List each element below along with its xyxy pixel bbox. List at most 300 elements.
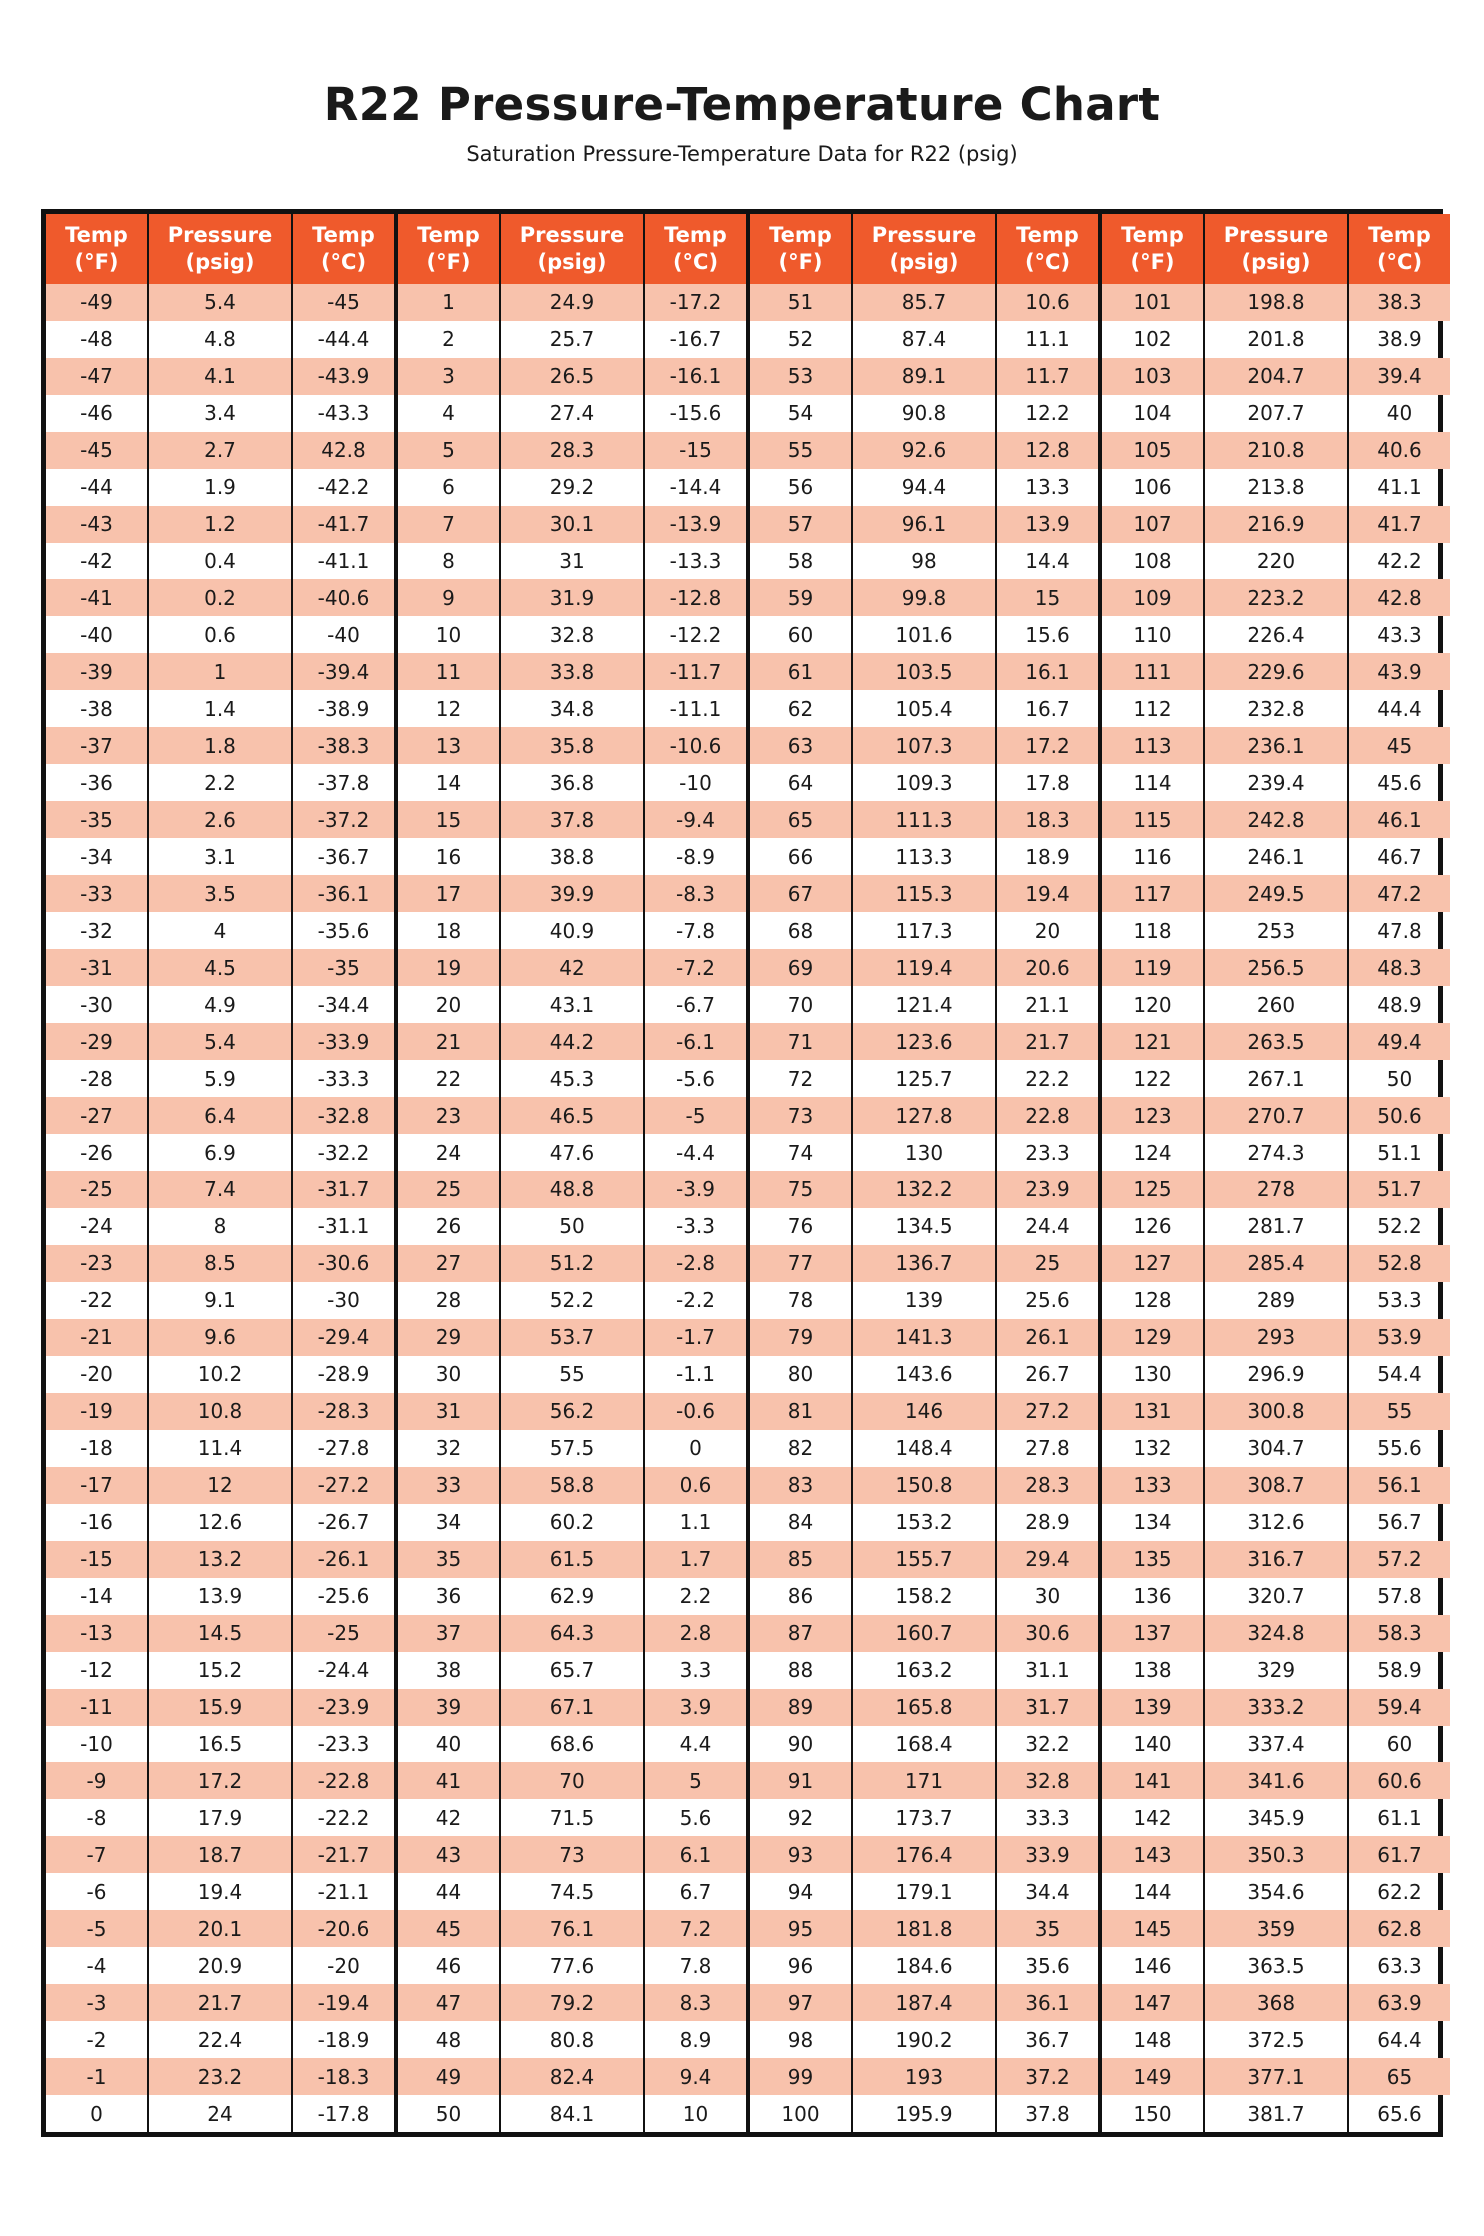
table-row	[750, 1689, 1098, 1726]
table-block-1	[46, 214, 394, 2132]
table-row	[750, 1652, 1098, 1689]
table-row	[46, 1836, 394, 1873]
cell-pressure-psig: 1.9	[149, 469, 293, 506]
cell-pressure-psig: 308.7	[1205, 1467, 1349, 1504]
cell-pressure-psig: 46.5	[501, 1097, 645, 1134]
cell-temp-c: 27.2	[1025, 1399, 1070, 1424]
cell-temp-f: 115	[1102, 801, 1205, 838]
table-row	[1102, 690, 1450, 727]
cell-temp-f: 124	[1102, 1134, 1205, 1171]
cell-temp-f: 107	[1102, 506, 1205, 543]
cell-temp-c: 57.2	[1377, 1547, 1422, 1572]
table-row	[398, 1947, 746, 1984]
table-row	[46, 1467, 394, 1504]
cell-pressure-psig: 12.6	[149, 1504, 293, 1541]
cell-pressure-psig: 57.5	[501, 1430, 645, 1467]
cell-temp-c: 28.3	[1025, 1473, 1070, 1498]
cell-pressure-psig: 11.4	[149, 1430, 293, 1467]
table-row	[1102, 432, 1450, 469]
cell-temp-c: -15.6	[669, 401, 722, 426]
cell-temp-c: -13.3	[669, 549, 722, 573]
table-row	[1102, 2095, 1450, 2132]
cell-temp-f: -43	[46, 506, 149, 543]
cell-temp-c: -3.3	[675, 1214, 716, 1239]
cell-temp-f: 92	[750, 1799, 853, 1836]
table-row	[46, 653, 394, 690]
cell-pressure-psig: 61.5	[501, 1541, 645, 1578]
cell-temp-c: 42.8	[321, 438, 366, 463]
table-row	[1102, 395, 1450, 432]
cell-temp-c: 41.1	[1377, 475, 1422, 500]
cell-pressure-psig: 1	[149, 653, 293, 690]
table-row	[46, 284, 394, 321]
cell-pressure-psig: 15.2	[149, 1652, 293, 1689]
cell-temp-f: 141	[1102, 1762, 1205, 1799]
cell-temp-f: 136	[1102, 1578, 1205, 1615]
cell-temp-f: 58	[750, 543, 853, 580]
cell-pressure-psig: 18.7	[149, 1836, 293, 1873]
cell-pressure-psig: 176.4	[853, 1836, 997, 1873]
cell-temp-f: 149	[1102, 2058, 1205, 2095]
table-row	[46, 838, 394, 875]
table-row	[46, 1541, 394, 1578]
cell-temp-c: 2.8	[679, 1621, 712, 1646]
cell-temp-c: 22.2	[1025, 1066, 1070, 1091]
table-row	[750, 690, 1098, 727]
cell-pressure-psig: 58.8	[501, 1467, 645, 1504]
cell-temp-f: 65	[750, 801, 853, 838]
cell-temp-f: 144	[1102, 1873, 1205, 1910]
cell-pressure-psig: 71.5	[501, 1799, 645, 1836]
cell-temp-f: 1	[398, 284, 501, 321]
cell-pressure-psig: 1.8	[149, 727, 293, 764]
cell-pressure-psig: 119.4	[853, 949, 997, 986]
cell-temp-f: 99	[750, 2058, 853, 2095]
cell-temp-c: 63.9	[1377, 1990, 1422, 2015]
cell-temp-f: 98	[750, 2021, 853, 2058]
cell-temp-f: 128	[1102, 1282, 1205, 1319]
table-row	[46, 395, 394, 432]
table-row	[1102, 1578, 1450, 1615]
table-row	[750, 2095, 1098, 2132]
cell-temp-c: 5	[689, 1768, 702, 1793]
cell-pressure-psig: 165.8	[853, 1689, 997, 1726]
cell-temp-c: -41.7	[317, 512, 370, 537]
cell-temp-c: 65.6	[1377, 2101, 1422, 2126]
cell-temp-c: -18.3	[317, 2064, 370, 2089]
table-row	[46, 949, 394, 986]
cell-temp-f: 90	[750, 1726, 853, 1763]
cell-pressure-psig: 31	[501, 543, 645, 580]
cell-pressure-psig: 101.6	[853, 616, 997, 653]
cell-temp-f: 16	[398, 838, 501, 875]
table-row	[46, 2021, 394, 2058]
cell-pressure-psig: 38.8	[501, 838, 645, 875]
cell-temp-c: 39.4	[1377, 364, 1422, 389]
cell-pressure-psig: 304.7	[1205, 1430, 1349, 1467]
table-row	[1102, 986, 1450, 1023]
cell-temp-c: -32.2	[317, 1140, 370, 1165]
cell-temp-c: 50	[1386, 1066, 1413, 1091]
cell-temp-f: 2	[398, 321, 501, 358]
cell-pressure-psig: 130	[853, 1134, 997, 1171]
cell-temp-f: 132	[1102, 1430, 1205, 1467]
table-row	[46, 1910, 394, 1947]
cell-temp-f: 123	[1102, 1097, 1205, 1134]
table-row	[1102, 284, 1450, 321]
cell-pressure-psig: 85.7	[853, 284, 997, 321]
cell-pressure-psig: 300.8	[1205, 1393, 1349, 1430]
cell-temp-c: 25.6	[1025, 1288, 1070, 1313]
cell-temp-c: 26.1	[1025, 1325, 1070, 1350]
cell-temp-f: -11	[46, 1689, 149, 1726]
table-row	[398, 875, 746, 912]
cell-pressure-psig: 35.8	[501, 727, 645, 764]
cell-temp-f: 112	[1102, 690, 1205, 727]
header-temp-c: Temp (°C)	[312, 222, 375, 274]
table-row	[750, 1762, 1098, 1799]
cell-pressure-psig: 43.1	[501, 986, 645, 1023]
table-row	[1102, 1319, 1450, 1356]
cell-temp-c: 61.1	[1377, 1805, 1422, 1830]
table-row	[1102, 653, 1450, 690]
cell-temp-c: 53.3	[1377, 1288, 1422, 1313]
cell-temp-c: 56.7	[1377, 1510, 1422, 1535]
cell-temp-f: -41	[46, 579, 149, 616]
table-row	[46, 727, 394, 764]
header-pressure-psig: Pressure (psig)	[501, 214, 645, 284]
cell-pressure-psig: 3.1	[149, 838, 293, 875]
table-row	[1102, 1245, 1450, 1282]
cell-pressure-psig: 13.9	[149, 1578, 293, 1615]
cell-pressure-psig: 316.7	[1205, 1541, 1349, 1578]
cell-temp-f: 127	[1102, 1245, 1205, 1282]
cell-pressure-psig: 60.2	[501, 1504, 645, 1541]
cell-temp-f: 76	[750, 1208, 853, 1245]
cell-temp-c: -5	[685, 1103, 706, 1128]
cell-temp-c: 50.6	[1377, 1103, 1422, 1128]
table-row	[46, 1947, 394, 1984]
cell-pressure-psig: 4.1	[149, 358, 293, 395]
table-row	[750, 1356, 1098, 1393]
cell-pressure-psig: 115.3	[853, 875, 997, 912]
cell-temp-c: -10	[679, 770, 712, 795]
cell-pressure-psig: 94.4	[853, 469, 997, 506]
cell-pressure-psig: 33.8	[501, 653, 645, 690]
cell-temp-f: -25	[46, 1171, 149, 1208]
cell-pressure-psig: 8	[149, 1208, 293, 1245]
cell-temp-f: 103	[1102, 358, 1205, 395]
cell-temp-c: -20	[327, 1953, 360, 1978]
header-temp-f: Temp (°F)	[46, 214, 149, 284]
page-subtitle: Saturation Pressure-Temperature Data for R22 (psig)	[466, 142, 1018, 166]
cell-pressure-psig: 22.4	[149, 2021, 293, 2058]
cell-pressure-psig: 28.3	[501, 432, 645, 469]
cell-pressure-psig: 84.1	[501, 2095, 645, 2132]
cell-pressure-psig: 15.9	[149, 1689, 293, 1726]
table-row	[46, 1023, 394, 1060]
cell-pressure-psig: 270.7	[1205, 1097, 1349, 1134]
cell-temp-f: 10	[398, 616, 501, 653]
cell-pressure-psig: 77.6	[501, 1947, 645, 1984]
cell-temp-f: 133	[1102, 1467, 1205, 1504]
cell-temp-c: -25	[327, 1621, 360, 1646]
cell-temp-f: 51	[750, 284, 853, 321]
cell-pressure-psig: 141.3	[853, 1319, 997, 1356]
cell-temp-f: 68	[750, 912, 853, 949]
cell-temp-f: 52	[750, 321, 853, 358]
cell-pressure-psig: 96.1	[853, 506, 997, 543]
cell-temp-c: 17.8	[1025, 770, 1070, 795]
table-row	[46, 1689, 394, 1726]
cell-temp-c: 43.3	[1377, 622, 1422, 647]
cell-pressure-psig: 267.1	[1205, 1060, 1349, 1097]
cell-pressure-psig: 21.7	[149, 1984, 293, 2021]
cell-temp-f: 137	[1102, 1615, 1205, 1652]
cell-pressure-psig: 150.8	[853, 1467, 997, 1504]
cell-pressure-psig: 31.9	[501, 579, 645, 616]
cell-temp-c: -41.1	[317, 549, 370, 573]
table-row	[750, 727, 1098, 764]
table-row	[750, 1947, 1098, 1984]
table-header-row	[1102, 214, 1450, 284]
cell-pressure-psig: 377.1	[1205, 2058, 1349, 2095]
cell-pressure-psig: 2.6	[149, 801, 293, 838]
table-row	[46, 358, 394, 395]
cell-temp-c: -14.4	[669, 475, 722, 500]
cell-pressure-psig: 34.8	[501, 690, 645, 727]
table-row	[46, 912, 394, 949]
cell-temp-c: 10	[682, 2101, 709, 2126]
table-row	[1102, 838, 1450, 875]
cell-pressure-psig: 190.2	[853, 2021, 997, 2058]
cell-temp-c: 16.1	[1025, 659, 1070, 684]
cell-temp-c: -9.4	[675, 807, 716, 832]
cell-temp-c: 7.8	[679, 1953, 712, 1978]
table-row	[750, 1430, 1098, 1467]
cell-temp-f: -46	[46, 395, 149, 432]
cell-temp-f: 63	[750, 727, 853, 764]
cell-pressure-psig: 103.5	[853, 653, 997, 690]
cell-temp-c: 3.9	[679, 1695, 712, 1720]
cell-pressure-psig: 2.7	[149, 432, 293, 469]
cell-pressure-psig: 160.7	[853, 1615, 997, 1652]
cell-temp-c: 12.8	[1025, 438, 1070, 463]
cell-temp-f: -2	[46, 2021, 149, 2058]
table-row	[1102, 506, 1450, 543]
table-row	[750, 2021, 1098, 2058]
cell-temp-c: 52.2	[1377, 1214, 1422, 1239]
cell-temp-c: -24.4	[317, 1658, 370, 1683]
table-row	[398, 653, 746, 690]
cell-pressure-psig: 278	[1205, 1171, 1349, 1208]
cell-temp-f: 111	[1102, 653, 1205, 690]
table-row	[1102, 1430, 1450, 1467]
cell-pressure-psig: 24	[149, 2095, 293, 2132]
cell-temp-f: -31	[46, 949, 149, 986]
cell-pressure-psig: 0.4	[149, 543, 293, 580]
cell-temp-f: 109	[1102, 579, 1205, 616]
cell-temp-c: 12.2	[1025, 401, 1070, 426]
cell-temp-f: 38	[398, 1652, 501, 1689]
cell-pressure-psig: 6.4	[149, 1097, 293, 1134]
cell-pressure-psig: 99.8	[853, 579, 997, 616]
cell-temp-f: -7	[46, 1836, 149, 1873]
cell-temp-c: -2.8	[675, 1251, 716, 1276]
cell-temp-f: 66	[750, 838, 853, 875]
cell-pressure-psig: 333.2	[1205, 1689, 1349, 1726]
cell-temp-f: 18	[398, 912, 501, 949]
table-row	[1102, 1910, 1450, 1947]
cell-pressure-psig: 56.2	[501, 1393, 645, 1430]
cell-temp-c: 17.2	[1025, 733, 1070, 758]
cell-pressure-psig: 220	[1205, 543, 1349, 580]
cell-temp-c: 51.7	[1377, 1177, 1422, 1202]
table-row	[398, 579, 746, 616]
cell-temp-f: 49	[398, 2058, 501, 2095]
cell-temp-c: 35.6	[1025, 1953, 1070, 1978]
cell-temp-c: -33.3	[317, 1066, 370, 1091]
cell-temp-f: 23	[398, 1097, 501, 1134]
table-row	[46, 1245, 394, 1282]
cell-pressure-psig: 109.3	[853, 764, 997, 801]
cell-pressure-psig: 232.8	[1205, 690, 1349, 727]
cell-temp-f: 88	[750, 1652, 853, 1689]
cell-temp-c: 41.7	[1377, 512, 1422, 537]
table-row	[750, 432, 1098, 469]
cell-temp-f: 22	[398, 1060, 501, 1097]
table-row	[398, 1319, 746, 1356]
cell-temp-f: 53	[750, 358, 853, 395]
cell-pressure-psig: 381.7	[1205, 2095, 1349, 2132]
cell-pressure-psig: 55	[501, 1356, 645, 1393]
cell-pressure-psig: 82.4	[501, 2058, 645, 2095]
cell-temp-c: 46.7	[1377, 844, 1422, 869]
cell-temp-c: -8.3	[675, 881, 716, 906]
cell-temp-c: 38.9	[1377, 327, 1422, 352]
table-row	[750, 1504, 1098, 1541]
table-row	[398, 727, 746, 764]
cell-pressure-psig: 105.4	[853, 690, 997, 727]
cell-pressure-psig: 87.4	[853, 321, 997, 358]
cell-temp-f: 24	[398, 1134, 501, 1171]
table-row	[1102, 1615, 1450, 1652]
cell-temp-f: -22	[46, 1282, 149, 1319]
cell-temp-f: 74	[750, 1134, 853, 1171]
cell-temp-f: -19	[46, 1393, 149, 1430]
cell-pressure-psig: 274.3	[1205, 1134, 1349, 1171]
cell-temp-f: 139	[1102, 1689, 1205, 1726]
table-row	[46, 506, 394, 543]
cell-temp-c: 0.6	[679, 1473, 712, 1498]
cell-temp-f: 45	[398, 1910, 501, 1947]
cell-temp-f: 130	[1102, 1356, 1205, 1393]
cell-temp-f: -15	[46, 1541, 149, 1578]
table-row	[398, 912, 746, 949]
table-row	[398, 321, 746, 358]
cell-pressure-psig: 53.7	[501, 1319, 645, 1356]
cell-pressure-psig: 134.5	[853, 1208, 997, 1245]
table-row	[1102, 1947, 1450, 1984]
cell-temp-f: -49	[46, 284, 149, 321]
table-row	[46, 1726, 394, 1763]
cell-temp-c: 59.4	[1377, 1695, 1422, 1720]
cell-pressure-psig: 17.2	[149, 1762, 293, 1799]
table-row	[398, 1282, 746, 1319]
cell-pressure-psig: 25.7	[501, 321, 645, 358]
table-row	[46, 1208, 394, 1245]
table-header-row	[46, 214, 394, 284]
table-row	[398, 616, 746, 653]
cell-pressure-psig: 37.8	[501, 801, 645, 838]
cell-temp-f: -3	[46, 1984, 149, 2021]
cell-temp-f: 41	[398, 1762, 501, 1799]
table-row	[750, 506, 1098, 543]
cell-temp-c: -40	[327, 622, 360, 647]
table-row	[1102, 801, 1450, 838]
cell-pressure-psig: 80.8	[501, 2021, 645, 2058]
table-row	[398, 1504, 746, 1541]
cell-temp-f: -21	[46, 1319, 149, 1356]
table-row	[750, 1171, 1098, 1208]
cell-temp-c: 13.9	[1025, 512, 1070, 537]
cell-pressure-psig: 113.3	[853, 838, 997, 875]
cell-temp-f: 96	[750, 1947, 853, 1984]
cell-temp-f: 9	[398, 579, 501, 616]
cell-temp-f: 89	[750, 1689, 853, 1726]
cell-temp-c: 48.9	[1377, 992, 1422, 1017]
table-row	[1102, 727, 1450, 764]
table-row	[750, 1245, 1098, 1282]
cell-temp-f: 94	[750, 1873, 853, 1910]
table-row	[398, 358, 746, 395]
cell-temp-c: 36.7	[1025, 2027, 1070, 2052]
cell-pressure-psig: 296.9	[1205, 1356, 1349, 1393]
table-row	[398, 1541, 746, 1578]
cell-temp-c: -44.4	[317, 327, 370, 352]
table-row	[1102, 1282, 1450, 1319]
table-row	[46, 1356, 394, 1393]
cell-temp-f: 106	[1102, 469, 1205, 506]
cell-temp-c: 16.7	[1025, 696, 1070, 721]
cell-temp-f: 0	[46, 2095, 149, 2132]
cell-temp-c: 45	[1386, 733, 1413, 758]
table-row	[398, 2021, 746, 2058]
table-row	[750, 1984, 1098, 2021]
cell-temp-f: 36	[398, 1578, 501, 1615]
cell-temp-c: 31.1	[1025, 1658, 1070, 1683]
table-row	[46, 321, 394, 358]
cell-temp-f: -40	[46, 616, 149, 653]
cell-pressure-psig: 12	[149, 1467, 293, 1504]
table-row	[750, 1208, 1098, 1245]
cell-pressure-psig: 363.5	[1205, 1947, 1349, 1984]
cell-temp-c: 42.8	[1377, 585, 1422, 610]
table-row	[46, 616, 394, 653]
table-row	[1102, 358, 1450, 395]
cell-pressure-psig: 242.8	[1205, 801, 1349, 838]
cell-temp-f: 77	[750, 1245, 853, 1282]
table-row	[398, 986, 746, 1023]
cell-temp-c: 60	[1386, 1732, 1413, 1756]
cell-temp-f: 113	[1102, 727, 1205, 764]
cell-temp-f: 101	[1102, 284, 1205, 321]
cell-temp-c: 21.1	[1025, 992, 1070, 1017]
cell-pressure-psig: 168.4	[853, 1726, 997, 1763]
cell-temp-f: 85	[750, 1541, 853, 1578]
cell-pressure-psig: 173.7	[853, 1799, 997, 1836]
cell-pressure-psig: 73	[501, 1836, 645, 1873]
